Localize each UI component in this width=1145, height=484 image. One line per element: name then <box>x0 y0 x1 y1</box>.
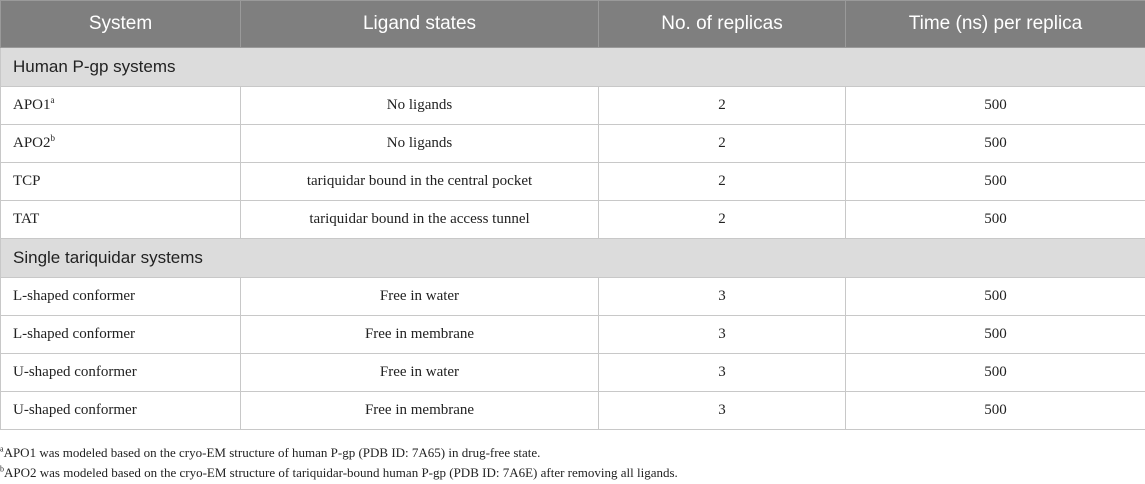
footnote-ref: a <box>50 95 55 105</box>
cell-system <box>1 201 241 239</box>
cell-time: 500 <box>846 201 1145 239</box>
cell-ligand-states: Free in membrane <box>241 316 599 354</box>
cell-replicas: 3 <box>599 316 846 354</box>
group-row <box>1 48 1145 87</box>
cell-replicas: 2 <box>599 87 846 125</box>
cell-time: 500 <box>846 278 1145 316</box>
footnote-ref: b <box>50 133 56 143</box>
cell-time: 500 <box>846 163 1145 201</box>
cell-system <box>1 278 241 316</box>
system-name: TAT <box>13 211 40 227</box>
system-name: L-shaped conformer <box>13 326 136 342</box>
cell-ligand-states: Free in water <box>241 278 599 316</box>
system-name: U-shaped conformer <box>13 364 137 380</box>
footnotes <box>0 443 1145 483</box>
cell-ligand-states: Free in water <box>241 354 599 392</box>
cell-replicas: 2 <box>599 163 846 201</box>
footnote-mark: a <box>0 444 4 454</box>
cell-time: 500 <box>846 316 1145 354</box>
footnote-text: APO2 was modeled based on the cryo-EM structure of tariquidar-bound human P-gp (PDB ID: 7A6E) after removing all ligands. <box>4 465 678 480</box>
cell-system <box>1 354 241 392</box>
table-row <box>1 392 1145 430</box>
cell-time: 500 <box>846 125 1145 163</box>
table-row <box>1 163 1145 201</box>
system-name: L-shaped conformer <box>13 288 136 304</box>
cell-time: 500 <box>846 87 1145 125</box>
cell-replicas: 2 <box>599 125 846 163</box>
header-time: Time (ns) per replica <box>846 1 1145 48</box>
cell-replicas: 3 <box>599 278 846 316</box>
cell-replicas: 3 <box>599 392 846 430</box>
group-label: Single tariquidar systems <box>1 239 1145 278</box>
cell-ligand-states: Free in membrane <box>241 392 599 430</box>
table-row <box>1 87 1145 125</box>
group-label: Human P-gp systems <box>1 48 1145 87</box>
footnote-text: APO1 was modeled based on the cryo-EM structure of human P-gp (PDB ID: 7A65) in drug-free state. <box>3 445 541 460</box>
table-row <box>1 354 1145 392</box>
cell-ligand-states: No ligands <box>241 125 599 163</box>
table-body <box>1 48 1145 430</box>
cell-ligand-states: tariquidar bound in the access tunnel <box>241 201 599 239</box>
table-row <box>1 278 1145 316</box>
header-replicas: No. of replicas <box>599 1 846 48</box>
cell-replicas: 2 <box>599 201 846 239</box>
table-header-row <box>1 1 1145 48</box>
cell-ligand-states: No ligands <box>241 87 599 125</box>
header-system: System <box>1 1 241 48</box>
header-ligand-states: Ligand states <box>241 1 599 48</box>
table-row <box>1 201 1145 239</box>
cell-time: 500 <box>846 392 1145 430</box>
footnote-b <box>0 463 1145 483</box>
system-name: APO2 <box>13 135 51 151</box>
cell-system <box>1 87 241 125</box>
cell-system <box>1 392 241 430</box>
footnote-a <box>0 443 1145 463</box>
cell-system <box>1 163 241 201</box>
footnote-mark: b <box>0 464 4 474</box>
cell-system <box>1 316 241 354</box>
cell-replicas: 3 <box>599 354 846 392</box>
system-name: U-shaped conformer <box>13 402 137 418</box>
system-name: APO1 <box>13 97 51 113</box>
cell-ligand-states: tariquidar bound in the central pocket <box>241 163 599 201</box>
system-name: TCP <box>13 173 41 189</box>
group-row <box>1 239 1145 278</box>
cell-system <box>1 125 241 163</box>
table-row <box>1 316 1145 354</box>
cell-time: 500 <box>846 354 1145 392</box>
table-row <box>1 125 1145 163</box>
